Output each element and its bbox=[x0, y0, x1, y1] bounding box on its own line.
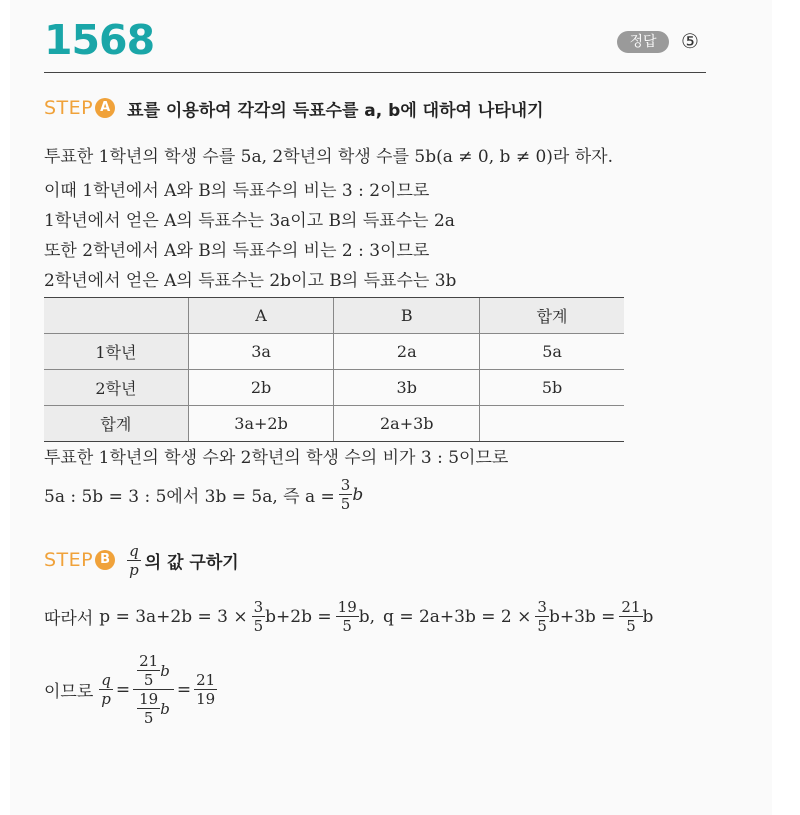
vote-table bbox=[44, 297, 624, 442]
table-header-cell: B bbox=[334, 298, 480, 334]
fraction-denominator: 5 bbox=[143, 671, 154, 689]
answer-badge: 정답 bbox=[617, 31, 669, 53]
text-line-3: 1학년에서 얻은 A의 득표수는 3a이고 B의 득표수는 2a bbox=[44, 211, 455, 231]
fraction-numerator: q bbox=[129, 541, 139, 560]
table-cell: 5b bbox=[480, 370, 624, 406]
table-header-row bbox=[44, 298, 624, 334]
header-divider bbox=[44, 72, 706, 73]
fraction-3-5 bbox=[252, 598, 266, 635]
fraction-numerator: 3 bbox=[537, 598, 547, 616]
fraction-19-5 bbox=[336, 598, 359, 635]
fraction-21-5 bbox=[619, 598, 642, 635]
fraction-numerator: 3 bbox=[253, 598, 264, 616]
fraction-q-p bbox=[99, 671, 113, 708]
equals-sign: = bbox=[115, 679, 131, 700]
table-cell: 2b bbox=[188, 370, 334, 406]
table-row-header: 합계 bbox=[44, 406, 188, 442]
text-line-5: 2학년에서 얻은 A의 득표수는 2b이고 B의 득표수는 3b bbox=[44, 271, 457, 291]
table-cell: 2a+3b bbox=[334, 406, 480, 442]
table-row bbox=[44, 370, 624, 406]
ratio-line bbox=[44, 476, 363, 513]
fraction-denominator: 5 bbox=[537, 617, 547, 635]
step-b-badge: B bbox=[95, 550, 115, 570]
p-expr-mid: b+2b = bbox=[265, 606, 332, 627]
fraction-denominator: 5 bbox=[253, 617, 264, 635]
table-header-cell bbox=[44, 298, 188, 334]
ratio-text: 5a : 5b = 3 : 5에서 3b = 5a, 즉 a = bbox=[44, 487, 335, 507]
fraction-numerator: 19 bbox=[139, 690, 159, 708]
fraction-numerator: 21 bbox=[139, 652, 159, 670]
table-row-header: 1학년 bbox=[44, 334, 188, 370]
variable-b: b bbox=[160, 699, 170, 718]
fraction-3-5 bbox=[535, 598, 549, 635]
answer-value: ⑤ bbox=[681, 29, 699, 53]
compound-denominator bbox=[133, 690, 174, 727]
fraction-denominator: 5 bbox=[143, 709, 154, 727]
page-edge bbox=[772, 0, 800, 815]
step-b-title: 의 값 구하기 bbox=[144, 552, 239, 573]
q-expr-mid: b+3b = bbox=[548, 606, 616, 627]
pq-line bbox=[44, 598, 653, 635]
final-line bbox=[44, 652, 217, 727]
fraction-numerator: 19 bbox=[337, 598, 357, 616]
compound-fraction bbox=[133, 652, 174, 727]
table-cell: 3a+2b bbox=[188, 406, 334, 442]
p-expr-start: p = 3a+2b = 3 × bbox=[99, 606, 248, 627]
p-expr-end: b, bbox=[358, 606, 376, 627]
table-header-cell: A bbox=[188, 298, 334, 334]
fraction-21-19 bbox=[194, 671, 217, 708]
step-b-heading bbox=[44, 540, 239, 580]
table-row bbox=[44, 334, 624, 370]
step-a-badge: A bbox=[95, 98, 115, 118]
fraction-denominator: 5 bbox=[342, 617, 352, 635]
fraction-denominator: 5 bbox=[626, 617, 636, 635]
step-a-title: 표를 이용하여 각각의 득표수를 a, b에 대하여 나타내기 bbox=[127, 100, 544, 121]
table-header-cell: 합계 bbox=[480, 298, 624, 334]
fraction-numerator: 21 bbox=[621, 598, 641, 616]
table-cell: 3b bbox=[334, 370, 480, 406]
problem-number: 1568 bbox=[44, 16, 155, 64]
step-a-heading bbox=[44, 94, 544, 122]
conclusion-prefix: 따라서 bbox=[44, 609, 94, 629]
fraction-numerator: 21 bbox=[196, 671, 216, 689]
table-row-header: 2학년 bbox=[44, 370, 188, 406]
fraction-denominator: p bbox=[101, 690, 111, 708]
q-expr-start: q = 2a+3b = 2 × bbox=[383, 606, 532, 627]
ratio-suffix: b bbox=[352, 484, 364, 505]
final-prefix: 이므로 bbox=[44, 682, 94, 702]
variable-b: b bbox=[160, 661, 170, 680]
fraction-21-5 bbox=[137, 652, 160, 689]
text-line-6: 투표한 1학년의 학생 수와 2학년의 학생 수의 비가 3 : 5이므로 bbox=[44, 448, 509, 468]
table-cell: 3a bbox=[188, 334, 334, 370]
fraction-numerator: q bbox=[101, 671, 111, 689]
table-cell: 2a bbox=[334, 334, 480, 370]
fraction-denominator: 5 bbox=[340, 495, 351, 513]
fraction-q-p bbox=[127, 542, 141, 579]
text-line-1: 투표한 1학년의 학생 수를 5a, 2학년의 학생 수를 5b(a ≠ 0, b ≠ 0)라 하자. bbox=[44, 147, 613, 167]
equals-sign: = bbox=[176, 679, 192, 700]
table-cell bbox=[480, 406, 624, 442]
fraction-19-5 bbox=[137, 690, 160, 727]
table-cell: 5a bbox=[480, 334, 624, 370]
fraction-denominator: p bbox=[129, 560, 139, 579]
q-expr-end: b bbox=[642, 606, 654, 627]
table-row bbox=[44, 406, 624, 442]
step-a-word: STEP bbox=[44, 97, 94, 119]
text-line-2: 이때 1학년에서 A와 B의 득표수의 비는 3 : 2이므로 bbox=[44, 181, 430, 201]
text-line-4: 또한 2학년에서 A와 B의 득표수의 비는 2 : 3이므로 bbox=[44, 241, 430, 261]
fraction-denominator: 19 bbox=[196, 690, 216, 708]
fraction-numerator: 3 bbox=[340, 476, 351, 494]
fraction-3-5 bbox=[339, 476, 353, 513]
step-b-word: STEP bbox=[44, 549, 94, 571]
compound-numerator bbox=[133, 652, 174, 690]
